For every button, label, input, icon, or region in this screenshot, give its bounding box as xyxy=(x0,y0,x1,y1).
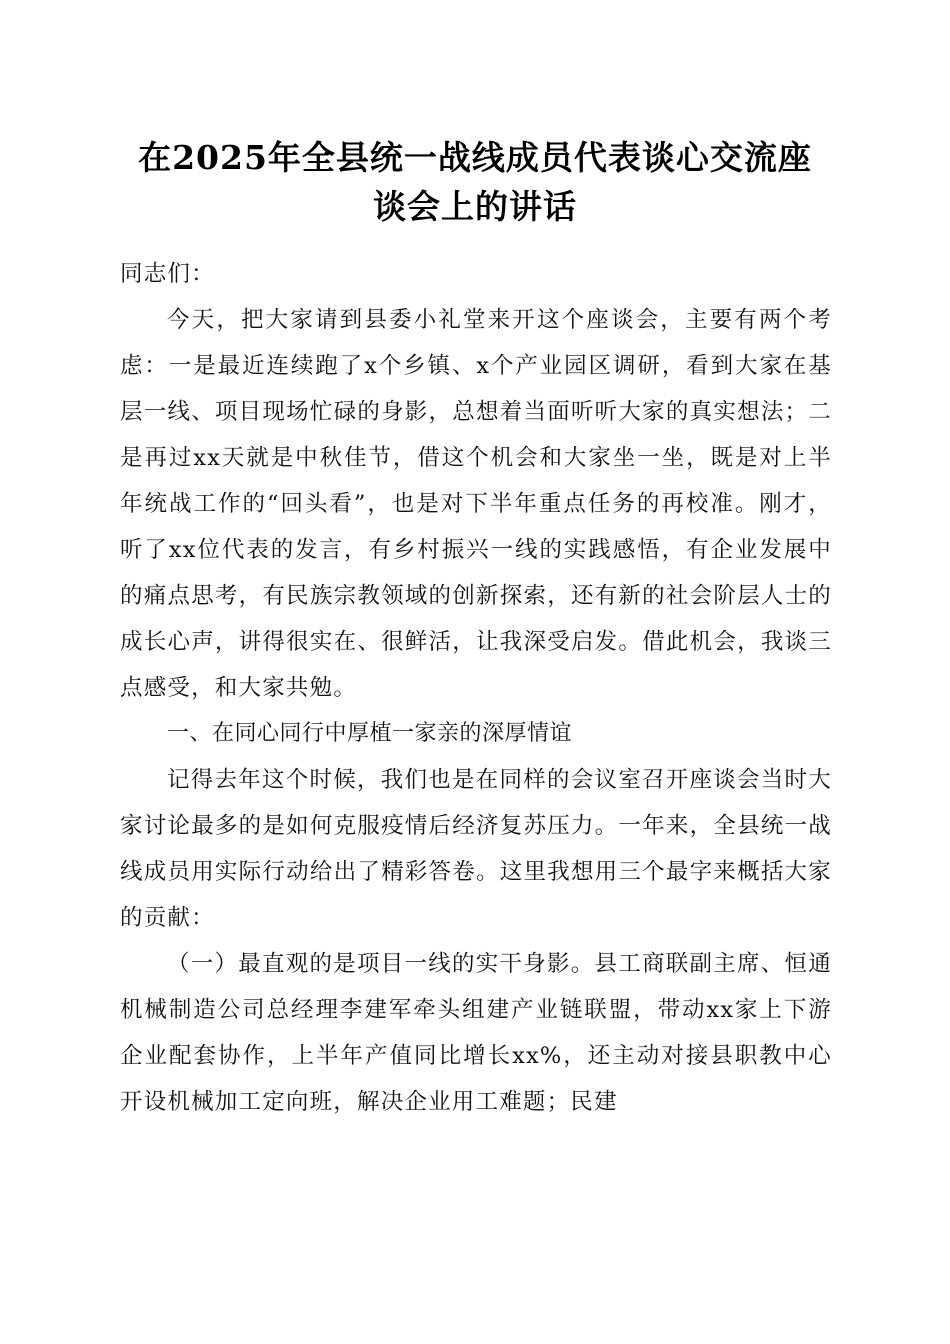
paragraph-opening: 今天，把大家请到县委小礼堂来开这个座谈会，主要有两个考虑：一是最近连续跑了x个乡镇、x个产业园区调研，看到大家在基层一线、项目现场忙碌的身影，总想着当面听听大家的真实想法；二是再过xx天就是中秋佳节，借这个机会和大家坐一坐，既是对上半年统战工作的“回头看”，也是对下半年重点任务的再校准。刚才，听了xx位代表的发言，有乡村振兴一线的实践感悟，有企业发展中的痛点思考，有民族宗教领域的创新探索，还有新的社会阶层人士的成长心声，讲得很实在、很鲜活，让我深受启发。借此机会，我谈三点感受，和大家共勉。 xyxy=(120,307,832,701)
paragraph-section-1-intro: 记得去年这个时候，我们也是在同样的会议室召开座谈会当时大家讨论最多的是如何克服疫情后经济复苏压力。一年来，全县统一战线成员用实际行动给出了精彩答卷。这里我想用三个最字来概括大家的贡献： xyxy=(120,767,832,931)
subsection-1-text: 县工商联副主席、恒通机械制造公司总经理李建军牵头组建产业链联盟，带动xx家上下游企业配套协作，上半年产值同比增长xx%，还主动对接县职教中心开设机械加工定向班，解决企业用工难题；民建 xyxy=(120,951,832,1115)
section-heading-1: 一、在同心同行中厚植一家亲的深厚情谊 xyxy=(167,721,573,746)
document-title xyxy=(120,133,830,231)
document-body xyxy=(120,251,832,1125)
paragraph-subsection-1 xyxy=(120,941,832,1125)
salutation: 同志们： xyxy=(120,261,215,287)
subsection-1-lead: （一）最直观的是项目一线的实干身影。 xyxy=(167,951,595,977)
title-line-2: 谈会上的讲话 xyxy=(373,187,577,226)
title-line-1: 在2025年全县统一战线成员代表谈心交流座 xyxy=(138,138,812,177)
